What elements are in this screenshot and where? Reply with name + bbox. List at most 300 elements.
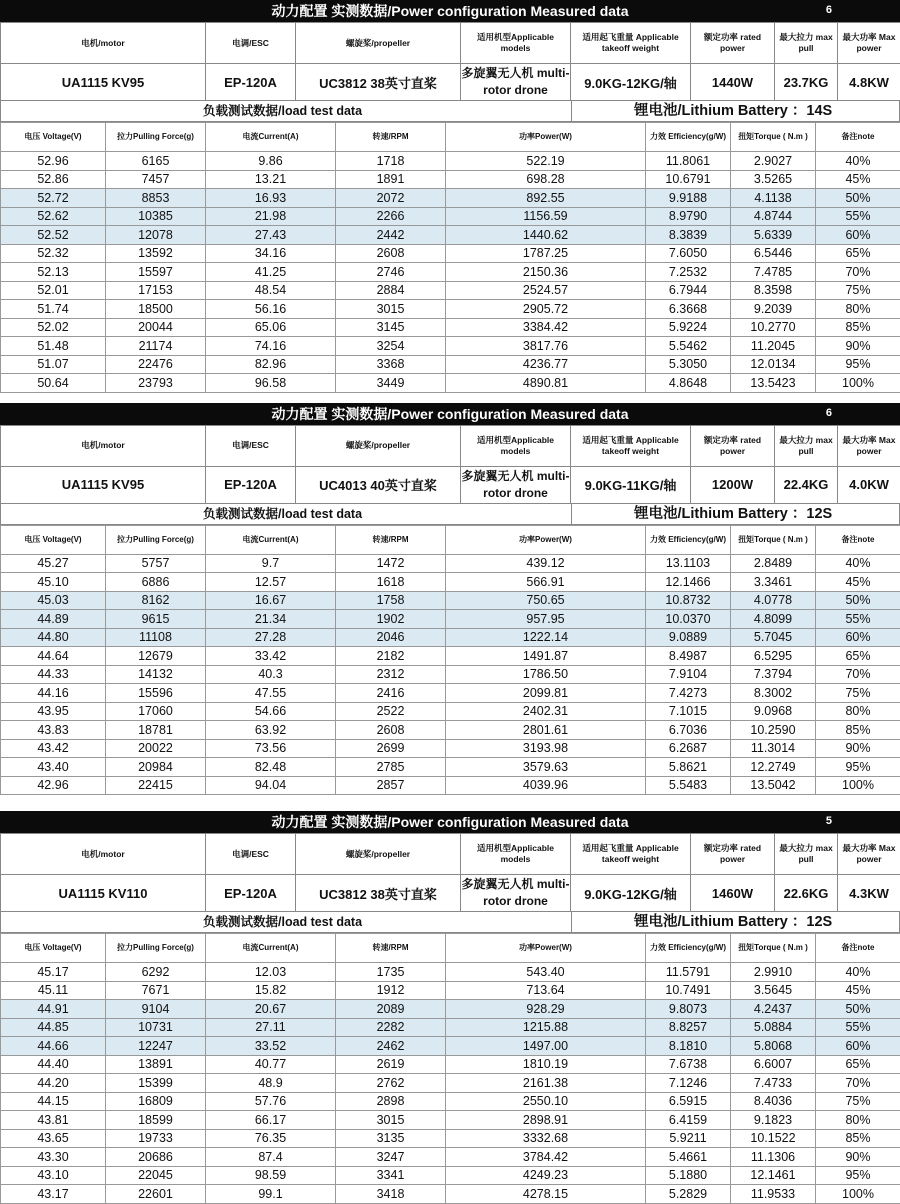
sheet-number: 6 <box>826 4 832 16</box>
table-cell: 1912 <box>336 981 446 1000</box>
table-cell: 4.8099 <box>731 610 816 629</box>
table-cell: 2.9027 <box>731 152 816 171</box>
spec-header-cell: 最大拉力 max pull <box>775 23 838 64</box>
table-cell: 3.5265 <box>731 170 816 189</box>
table-cell: 13.1103 <box>646 554 731 573</box>
spec-value-cell: UC3812 38英寸直桨 <box>296 875 461 912</box>
table-row <box>1 1166 900 1185</box>
spec-header-cell: 适用起飞重量 Applicable takeoff weight <box>571 425 691 466</box>
spec-header-cell: 螺旋桨/propeller <box>296 425 461 466</box>
table-cell: 3145 <box>336 318 446 337</box>
battery-label: 锂电池/Lithium Battery ：12S <box>571 912 899 932</box>
table-row <box>1 647 900 666</box>
load-test-row <box>0 504 900 525</box>
spec-value-cell: UA1115 KV110 <box>1 875 206 912</box>
spec-header-cell: 电调/ESC <box>206 23 296 64</box>
table-cell: 45.27 <box>1 554 106 573</box>
table-cell: 928.29 <box>446 1000 646 1019</box>
table-cell: 44.15 <box>1 1092 106 1111</box>
table-cell: 2762 <box>336 1074 446 1093</box>
table-cell: 27.28 <box>206 628 336 647</box>
table-cell: 2550.10 <box>446 1092 646 1111</box>
table-cell: 713.64 <box>446 981 646 1000</box>
table-row <box>1 684 900 703</box>
table-cell: 8.3598 <box>731 281 816 300</box>
table-cell: 20022 <box>106 739 206 758</box>
table-cell: 13592 <box>106 244 206 263</box>
table-cell: 44.66 <box>1 1037 106 1056</box>
table-cell: 16.93 <box>206 189 336 208</box>
table-cell: 41.25 <box>206 263 336 282</box>
table-cell: 48.54 <box>206 281 336 300</box>
table-cell: 7.9104 <box>646 665 731 684</box>
table-cell: 2785 <box>336 758 446 777</box>
table-cell: 52.02 <box>1 318 106 337</box>
table-cell: 51.07 <box>1 355 106 374</box>
table-cell: 50% <box>816 189 900 208</box>
table-cell: 15.82 <box>206 981 336 1000</box>
table-cell: 70% <box>816 665 900 684</box>
table-cell: 43.10 <box>1 1166 106 1185</box>
table-cell: 6.3668 <box>646 300 731 319</box>
table-cell: 2182 <box>336 647 446 666</box>
table-cell: 43.83 <box>1 721 106 740</box>
table-cell: 1618 <box>336 573 446 592</box>
table-cell: 2442 <box>336 226 446 245</box>
table-cell: 8.8257 <box>646 1018 731 1037</box>
table-row <box>1 702 900 721</box>
table-cell: 3817.76 <box>446 337 646 356</box>
spec-header-cell: 适用机型Applicable models <box>461 834 571 875</box>
table-cell: 55% <box>816 610 900 629</box>
spec-value-cell: 4.0KW <box>838 466 900 503</box>
table-cell: 22476 <box>106 355 206 374</box>
table-cell: 3418 <box>336 1185 446 1204</box>
spec-value-cell: UA1115 KV95 <box>1 466 206 503</box>
table-cell: 55% <box>816 1018 900 1037</box>
table-cell: 22415 <box>106 776 206 795</box>
table-cell: 5.2829 <box>646 1185 731 1204</box>
table-cell: 14132 <box>106 665 206 684</box>
table-cell: 7.3794 <box>731 665 816 684</box>
table-cell: 8.3839 <box>646 226 731 245</box>
table-cell: 94.04 <box>206 776 336 795</box>
table-cell: 1440.62 <box>446 226 646 245</box>
table-cell: 12679 <box>106 647 206 666</box>
table-cell: 9.1823 <box>731 1111 816 1130</box>
table-row <box>1 152 900 171</box>
spec-header-cell: 最大功率 Max power <box>838 834 900 875</box>
table-cell: 2282 <box>336 1018 446 1037</box>
table-cell: 8.4036 <box>731 1092 816 1111</box>
spec-value-cell: EP-120A <box>206 466 296 503</box>
table-row <box>1 573 900 592</box>
table-row <box>1 300 900 319</box>
table-cell: 11.2045 <box>731 337 816 356</box>
spec-value-cell: 9.0KG-12KG/轴 <box>571 875 691 912</box>
spec-header-cell: 电调/ESC <box>206 425 296 466</box>
table-cell: 73.56 <box>206 739 336 758</box>
table-cell: 44.16 <box>1 684 106 703</box>
table-cell: 2266 <box>336 207 446 226</box>
table-row <box>1 281 900 300</box>
column-header: 扭矩Torque ( N.m ) <box>731 934 816 963</box>
table-cell: 9.2039 <box>731 300 816 319</box>
spec-value-cell: UA1115 KV95 <box>1 64 206 101</box>
table-cell: 12.1466 <box>646 573 731 592</box>
table-cell: 56.16 <box>206 300 336 319</box>
column-header: 电流Current(A) <box>206 525 336 554</box>
column-header: 扭矩Torque ( N.m ) <box>731 123 816 152</box>
column-header: 备注note <box>816 123 900 152</box>
table-cell: 12.03 <box>206 963 336 982</box>
table-cell: 80% <box>816 702 900 721</box>
table-cell: 65.06 <box>206 318 336 337</box>
table-cell: 1497.00 <box>446 1037 646 1056</box>
table-cell: 4.8648 <box>646 374 731 393</box>
table-cell: 16809 <box>106 1092 206 1111</box>
table-cell: 3254 <box>336 337 446 356</box>
table-cell: 44.33 <box>1 665 106 684</box>
load-test-table <box>0 933 900 1204</box>
table-cell: 95% <box>816 758 900 777</box>
table-cell: 6.5446 <box>731 244 816 263</box>
table-cell: 80% <box>816 1111 900 1130</box>
table-cell: 1758 <box>336 591 446 610</box>
table-cell: 65% <box>816 647 900 666</box>
table-cell: 1491.87 <box>446 647 646 666</box>
table-cell: 13891 <box>106 1055 206 1074</box>
table-cell: 1810.19 <box>446 1055 646 1074</box>
table-cell: 52.72 <box>1 189 106 208</box>
column-header-row <box>1 525 900 554</box>
table-cell: 90% <box>816 337 900 356</box>
table-cell: 87.4 <box>206 1148 336 1167</box>
table-cell: 43.81 <box>1 1111 106 1130</box>
table-cell: 3.5645 <box>731 981 816 1000</box>
sheet-title: 动力配置 实测数据/Power configuration Measured data <box>271 404 628 424</box>
spec-header-cell: 电机/motor <box>1 425 206 466</box>
table-cell: 2699 <box>336 739 446 758</box>
spec-table <box>0 22 900 101</box>
spec-header-row <box>1 425 900 466</box>
table-row <box>1 170 900 189</box>
table-cell: 45.10 <box>1 573 106 592</box>
table-row <box>1 591 900 610</box>
column-header: 转速/RPM <box>336 525 446 554</box>
table-cell: 15399 <box>106 1074 206 1093</box>
table-cell: 43.65 <box>1 1129 106 1148</box>
table-cell: 20.67 <box>206 1000 336 1019</box>
column-header: 拉力Pulling Force(g) <box>106 934 206 963</box>
spec-value-cell: EP-120A <box>206 875 296 912</box>
table-cell: 90% <box>816 739 900 758</box>
table-row <box>1 226 900 245</box>
table-cell: 9.9188 <box>646 189 731 208</box>
spec-value-cell: 22.6KG <box>775 875 838 912</box>
spec-header-cell: 最大功率 Max power <box>838 425 900 466</box>
table-cell: 8.4987 <box>646 647 731 666</box>
sheet-title: 动力配置 实测数据/Power configuration Measured data <box>271 1 628 21</box>
table-cell: 40% <box>816 152 900 171</box>
table-cell: 21.98 <box>206 207 336 226</box>
table-cell: 76.35 <box>206 1129 336 1148</box>
spec-header-cell: 最大拉力 max pull <box>775 834 838 875</box>
spec-header-cell: 适用起飞重量 Applicable takeoff weight <box>571 834 691 875</box>
table-row <box>1 263 900 282</box>
table-cell: 85% <box>816 1129 900 1148</box>
spec-value-cell: 4.8KW <box>838 64 900 101</box>
table-cell: 7.6050 <box>646 244 731 263</box>
table-cell: 70% <box>816 263 900 282</box>
table-cell: 8.3002 <box>731 684 816 703</box>
table-cell: 1215.88 <box>446 1018 646 1037</box>
spec-header-cell: 螺旋桨/propeller <box>296 834 461 875</box>
table-cell: 100% <box>816 776 900 795</box>
table-cell: 52.62 <box>1 207 106 226</box>
table-cell: 75% <box>816 684 900 703</box>
table-cell: 2312 <box>336 665 446 684</box>
table-row <box>1 1037 900 1056</box>
table-cell: 65% <box>816 1055 900 1074</box>
table-cell: 8162 <box>106 591 206 610</box>
table-row <box>1 776 900 795</box>
table-cell: 44.85 <box>1 1018 106 1037</box>
table-cell: 70% <box>816 1074 900 1093</box>
sheet-number: 6 <box>826 407 832 419</box>
table-cell: 5.5483 <box>646 776 731 795</box>
battery-label: 锂电池/Lithium Battery ：12S <box>571 504 899 524</box>
spec-header-cell: 电机/motor <box>1 834 206 875</box>
table-cell: 75% <box>816 1092 900 1111</box>
spec-value-cell: 9.0KG-11KG/轴 <box>571 466 691 503</box>
table-cell: 40% <box>816 554 900 573</box>
table-cell: 7457 <box>106 170 206 189</box>
table-cell: 4278.15 <box>446 1185 646 1204</box>
table-cell: 2402.31 <box>446 702 646 721</box>
table-cell: 43.30 <box>1 1148 106 1167</box>
table-cell: 2857 <box>336 776 446 795</box>
table-cell: 4039.96 <box>446 776 646 795</box>
table-cell: 8.9790 <box>646 207 731 226</box>
table-cell: 10.2770 <box>731 318 816 337</box>
table-cell: 65% <box>816 244 900 263</box>
spec-header-cell: 适用机型Applicable models <box>461 425 571 466</box>
table-row <box>1 1092 900 1111</box>
table-cell: 60% <box>816 1037 900 1056</box>
sheet-title-bar <box>0 0 900 22</box>
table-row <box>1 739 900 758</box>
table-cell: 12.57 <box>206 573 336 592</box>
table-cell: 3247 <box>336 1148 446 1167</box>
table-cell: 80% <box>816 300 900 319</box>
table-cell: 3579.63 <box>446 758 646 777</box>
table-row <box>1 554 900 573</box>
table-cell: 54.66 <box>206 702 336 721</box>
table-cell: 3015 <box>336 1111 446 1130</box>
table-cell: 96.58 <box>206 374 336 393</box>
table-cell: 45.17 <box>1 963 106 982</box>
table-cell: 4249.23 <box>446 1166 646 1185</box>
table-cell: 6.7036 <box>646 721 731 740</box>
table-cell: 10.0370 <box>646 610 731 629</box>
table-cell: 48.9 <box>206 1074 336 1093</box>
table-cell: 3193.98 <box>446 739 646 758</box>
table-cell: 1787.25 <box>446 244 646 263</box>
table-cell: 13.21 <box>206 170 336 189</box>
table-cell: 85% <box>816 721 900 740</box>
table-cell: 40.77 <box>206 1055 336 1074</box>
table-cell: 5.5462 <box>646 337 731 356</box>
table-cell: 42.96 <box>1 776 106 795</box>
table-cell: 27.11 <box>206 1018 336 1037</box>
spec-header-cell: 电调/ESC <box>206 834 296 875</box>
table-cell: 52.52 <box>1 226 106 245</box>
table-cell: 20044 <box>106 318 206 337</box>
table-cell: 12247 <box>106 1037 206 1056</box>
table-cell: 52.01 <box>1 281 106 300</box>
spec-header-cell: 额定功率 rated power <box>691 425 775 466</box>
spec-header-cell: 适用机型Applicable models <box>461 23 571 64</box>
table-cell: 21.34 <box>206 610 336 629</box>
table-cell: 2905.72 <box>446 300 646 319</box>
table-cell: 439.12 <box>446 554 646 573</box>
table-cell: 4.0778 <box>731 591 816 610</box>
table-cell: 3135 <box>336 1129 446 1148</box>
table-cell: 44.40 <box>1 1055 106 1074</box>
table-cell: 57.76 <box>206 1092 336 1111</box>
table-cell: 892.55 <box>446 189 646 208</box>
table-row <box>1 963 900 982</box>
table-cell: 3332.68 <box>446 1129 646 1148</box>
table-cell: 13.5042 <box>731 776 816 795</box>
spec-value-cell: 23.7KG <box>775 64 838 101</box>
column-header-row <box>1 123 900 152</box>
sheet-spacer <box>0 393 900 403</box>
table-cell: 52.86 <box>1 170 106 189</box>
table-cell: 60% <box>816 226 900 245</box>
table-cell: 22045 <box>106 1166 206 1185</box>
table-cell: 4.2437 <box>731 1000 816 1019</box>
table-cell: 21174 <box>106 337 206 356</box>
table-cell: 45% <box>816 981 900 1000</box>
table-cell: 100% <box>816 374 900 393</box>
table-cell: 74.16 <box>206 337 336 356</box>
table-cell: 55% <box>816 207 900 226</box>
table-cell: 98.59 <box>206 1166 336 1185</box>
table-cell: 18781 <box>106 721 206 740</box>
table-cell: 6.4159 <box>646 1111 731 1130</box>
table-cell: 85% <box>816 318 900 337</box>
table-cell: 16.67 <box>206 591 336 610</box>
table-cell: 43.40 <box>1 758 106 777</box>
table-cell: 33.52 <box>206 1037 336 1056</box>
table-cell: 2099.81 <box>446 684 646 703</box>
table-cell: 11.3014 <box>731 739 816 758</box>
load-test-table <box>0 122 900 393</box>
table-cell: 6886 <box>106 573 206 592</box>
table-cell: 2416 <box>336 684 446 703</box>
spec-header-cell: 螺旋桨/propeller <box>296 23 461 64</box>
table-cell: 99.1 <box>206 1185 336 1204</box>
table-cell: 6.7944 <box>646 281 731 300</box>
table-row <box>1 981 900 1000</box>
table-cell: 11.5791 <box>646 963 731 982</box>
table-cell: 8.1810 <box>646 1037 731 1056</box>
table-cell: 12.0134 <box>731 355 816 374</box>
table-cell: 2608 <box>336 244 446 263</box>
table-row <box>1 1055 900 1074</box>
table-cell: 2898.91 <box>446 1111 646 1130</box>
table-cell: 23793 <box>106 374 206 393</box>
table-cell: 95% <box>816 1166 900 1185</box>
table-cell: 40.3 <box>206 665 336 684</box>
table-cell: 82.48 <box>206 758 336 777</box>
table-cell: 7.1015 <box>646 702 731 721</box>
column-header: 备注note <box>816 934 900 963</box>
table-cell: 1891 <box>336 170 446 189</box>
table-row <box>1 355 900 374</box>
table-cell: 11.8061 <box>646 152 731 171</box>
table-cell: 2898 <box>336 1092 446 1111</box>
table-cell: 66.17 <box>206 1111 336 1130</box>
load-test-label: 负载测试数据/load test data <box>1 912 571 932</box>
table-cell: 8853 <box>106 189 206 208</box>
table-cell: 2462 <box>336 1037 446 1056</box>
table-cell: 4.8744 <box>731 207 816 226</box>
table-cell: 7.4785 <box>731 263 816 282</box>
table-cell: 9.86 <box>206 152 336 171</box>
table-cell: 44.91 <box>1 1000 106 1019</box>
table-cell: 10.8732 <box>646 591 731 610</box>
table-cell: 7.2532 <box>646 263 731 282</box>
table-cell: 6.5295 <box>731 647 816 666</box>
column-header: 拉力Pulling Force(g) <box>106 525 206 554</box>
table-cell: 5757 <box>106 554 206 573</box>
table-row <box>1 244 900 263</box>
column-header: 电压 Voltage(V) <box>1 123 106 152</box>
table-cell: 957.95 <box>446 610 646 629</box>
table-cell: 51.74 <box>1 300 106 319</box>
table-cell: 18599 <box>106 1111 206 1130</box>
table-cell: 750.65 <box>446 591 646 610</box>
sheet-number: 5 <box>826 815 832 827</box>
table-cell: 10385 <box>106 207 206 226</box>
table-row <box>1 1074 900 1093</box>
spec-value-row <box>1 64 900 101</box>
table-cell: 4890.81 <box>446 374 646 393</box>
table-cell: 100% <box>816 1185 900 1204</box>
table-cell: 17060 <box>106 702 206 721</box>
table-row <box>1 189 900 208</box>
table-cell: 63.92 <box>206 721 336 740</box>
table-cell: 6.6007 <box>731 1055 816 1074</box>
spec-header-cell: 最大功率 Max power <box>838 23 900 64</box>
table-cell: 52.32 <box>1 244 106 263</box>
table-cell: 2608 <box>336 721 446 740</box>
spec-table <box>0 833 900 912</box>
table-cell: 2801.61 <box>446 721 646 740</box>
spec-header-cell: 最大拉力 max pull <box>775 425 838 466</box>
table-cell: 6.5915 <box>646 1092 731 1111</box>
table-cell: 7.4273 <box>646 684 731 703</box>
column-header: 功率Power(W) <box>446 934 646 963</box>
table-cell: 12.1461 <box>731 1166 816 1185</box>
sheet-spacer <box>0 795 900 811</box>
table-cell: 13.5423 <box>731 374 816 393</box>
table-cell: 5.4661 <box>646 1148 731 1167</box>
table-cell: 10731 <box>106 1018 206 1037</box>
